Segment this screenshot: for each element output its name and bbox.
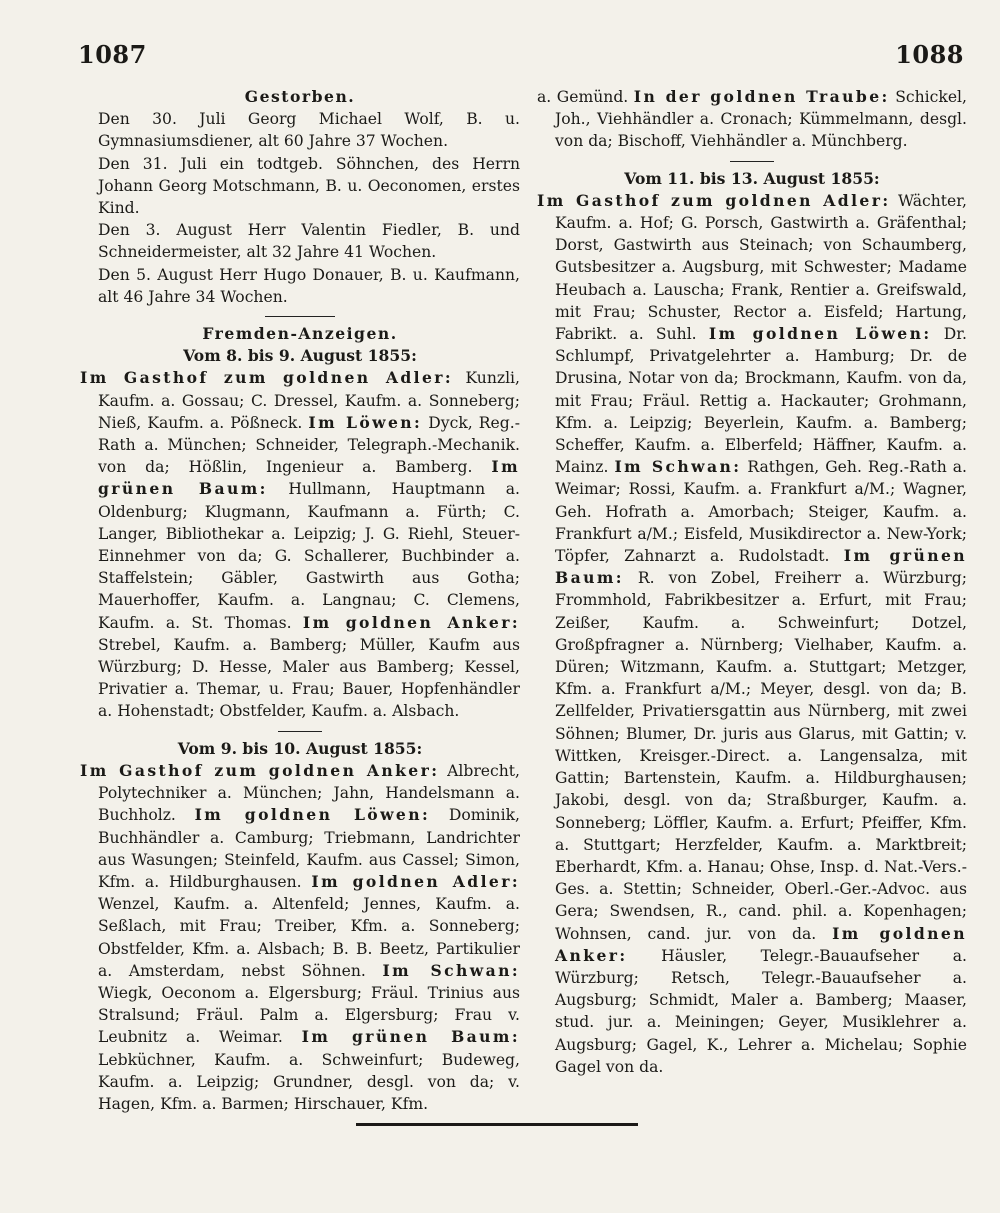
visitors-heading: Fremden-Anzeigen. — [202, 324, 398, 344]
death-notice: Den 5. August Herr Hugo Donauer, B. u. Kaufmann, alt 46 Jahre 34 Wochen. — [98, 265, 520, 306]
guest-list: Rathgen, Geh. Reg.-Rath a. Weimar; Rossi, Kaufm. a. Frankfurt a/M.; Wagner, Geh. Hofrath a. Amorbach; Steiger, Kaufm. a. Frankfurt a/M.; Eisfeld, Musikdirector a. New-York; Töpfer, Zahnarzt a. Rudolstadt. — [555, 458, 967, 566]
visitor-listing — [80, 760, 520, 1115]
guest-list: Häusler, Telegr.-Bauaufseher a. Würzburg; Retsch, Telegr.-Bauaufseher a. Augsburg; Schmidt, Maler a. Bamberg; Maaser, stud. jur. a. Meiningen; Geyer, Musiklehrer a. Augsburg; Gagel, K., Lehrer a. Michelau; Sophie Gagel von da. — [555, 946, 967, 1076]
guest-list: Dr. Schlumpf, Privatgelehrter a. Hamburg; Dr. de Drusina, Notar von da; Brockmann, Kaufm. von da, mit Frau; Fräul. Rettig a. Hackauter; Grohmann, Kfm. a. Leipzig; Beyerlein, Kaufm. a. Bamberg; Scheffer, Kaufm. a. Elberfeld; Häffner, Kaufm. a. Mainz. — [555, 325, 967, 477]
inn-name: Im goldnen Anker: — [555, 923, 967, 965]
section-divider — [278, 731, 322, 732]
visitor-listing — [537, 86, 967, 153]
page-number-right: 1088 — [895, 40, 964, 69]
guest-list: a. Gemünd. — [537, 88, 634, 106]
death-notice: Den 31. Juli ein todtgeb. Söhnchen, des Herrn Johann Georg Motschmann, B. u. Oeconomen, erstes Kind. — [98, 154, 520, 218]
inn-name: Im goldnen Anker: — [302, 612, 520, 632]
guest-list: Albrecht, Polytechniker a. München; Jahn, Handelsmann a. Buchholz. — [98, 761, 520, 825]
date-range-heading: Vom 8. bis 9. August 1855: — [183, 346, 417, 366]
visitor-listing — [537, 190, 967, 1078]
deaths-heading: Gestorben. — [244, 87, 356, 106]
guest-list: R. von Zobel, Freiherr a. Würzburg; Frommhold, Fabrikbesitzer a. Erfurt, mit Frau; Zeißer, Kaufm. a. Schweinfurt; Dotzel, Großpfragner a. Nürnberg; Vielhaber, Kaufm. a. Düren; Witzmann, Kaufm. a. Stuttgart; Metzger, Kfm. a. Frankfurt a/M.; Meyer, desgl. von da; B. Zellfelder, Privatiersgattin aus Nürnberg, mit zwei Söhnen; Blumer, Dr. juris aus Glarus, mit Gattin; v. Wittken, Kreisger.-Direct. a. Langensalza, mit Gattin; Bartenstein, Kaufm. a. Hildburghausen; Jakobi, desgl. von da; Straßburger, Kaufm. a. Sonneberg; Löffler, Kaufm. a. Erfurt; Pfeiffer, Kfm. a. Stuttgart; Herzfelder, Kaufm. a. Marktbreit; Eberhardt, Kfm. a. Hanau; Ohse, Insp. d. Nat.-Vers.-Ges. a. Stettin; Schneider, Oberl.-Ger.-Advoc. aus Gera; Swendsen, R., cand. phil. a. Kopenhagen; Wohnsen, cand. jur. von da. — [555, 569, 967, 943]
section-divider — [265, 316, 335, 317]
guest-list: Wiegk, Oeconom a. Elgersburg; Fräul. Trinius aus Stralsund; Fräul. Palm a. Elgersburg; Frau v. Leubnitz a. Weimar. — [98, 983, 520, 1047]
page-number-left: 1087 — [78, 40, 147, 69]
inn-name: Im Schwan: — [382, 960, 520, 980]
section-divider — [730, 161, 774, 162]
inn-name: Im Gasthof zum goldnen Anker: — [80, 760, 440, 780]
inn-name: Im goldnen Adler: — [311, 871, 520, 891]
guest-list: Kunzli, Kaufm. a. Gossau; C. Dressel, Kaufm. a. Sonneberg; Nieß, Kaufm. a. Pößneck. — [98, 369, 521, 432]
guest-list: Schickel, Joh., Viehhändler a. Cronach; Kümmelmann, desgl. von da; Bischoff, Viehhändler a. Münchberg. — [555, 88, 967, 151]
inn-name: Im grünen Baum: — [301, 1027, 520, 1047]
left-column — [80, 86, 520, 1115]
inn-name: Im grünen Baum: — [98, 457, 520, 499]
death-notice: Den 3. August Herr Valentin Fiedler, B. und Schneidermeister, alt 32 Jahre 41 Wochen. — [98, 221, 520, 262]
guest-list: Wenzel, Kaufm. a. Altenfeld; Jennes, Kaufm. a. Seßlach, mit Frau; Treiber, Kfm. a. Sonneberg; Obstfelder, Kfm. a. Alsbach; B. B. Beetz, Partikulier a. Amsterdam, nebst Söhnen. — [98, 895, 520, 980]
guest-list: Wächter, Kaufm. a. Hof; G. Porsch, Gastwirth a. Gräfenthal; Dorst, Gastwirth aus Steinach; von Schaumberg, Gutsbesitzer a. Augsburg, mit Schwester; Madame Heubach a. Lauscha; Frank, Rentier a. Greifswald, mit Frau; Schuster, Rector a. Eisfeld; Hartung, Fabrikt. a. Suhl. — [555, 191, 967, 344]
inn-name: Im goldnen Löwen: — [194, 805, 431, 825]
visitor-listing — [80, 367, 520, 722]
date-range-heading: Vom 11. bis 13. August 1855: — [624, 168, 880, 188]
guest-list: Dyck, Reg.-Rath a. München; Schneider, Telegraph.-Mechanik. von da; Hößlin, Ingenieur a. Bamberg. — [98, 413, 520, 477]
inn-name: Im Gasthof zum goldnen Adler: — [80, 368, 454, 388]
right-column — [537, 86, 967, 1078]
death-notice: Den 30. Juli Georg Michael Wolf, B. u. Gymnasiumsdiener, alt 60 Jahre 37 Wochen. — [98, 110, 520, 151]
inn-name: Im Schwan: — [614, 457, 742, 477]
inn-name: Im Gasthof zum goldnen Adler: — [537, 190, 891, 210]
inn-name: In der goldnen Traube: — [633, 87, 890, 106]
guest-list: Strebel, Kaufm. a. Bamberg; Müller, Kaufm aus Würzburg; D. Hesse, Maler aus Bamberg; Kessel, Privatier a. Themar, u. Frau; Bauer, Hopfenhändler a. Hohenstadt; Obstfelder, Kaufm. a. Alsbach. — [98, 635, 520, 721]
date-range-heading: Vom 9. bis 10. August 1855: — [177, 738, 423, 758]
inn-name: Im grünen Baum: — [555, 546, 967, 588]
inn-name: Im goldnen Löwen: — [708, 324, 932, 344]
bottom-rule — [356, 1123, 638, 1126]
guest-list: Dominik, Buchhändler a. Camburg; Triebmann, Landrichter aus Wasungen; Steinfeld, Kaufm. aus Cassel; Simon, Kfm. a. Hildburghausen. — [98, 806, 520, 891]
guest-list: Lebküchner, Kaufm. a. Schweinfurt; Budeweg, Kaufm. a. Leipzig; Grundner, desgl. von da; v. Hagen, Kfm. a. Barmen; Hirschauer, Kfm. — [98, 1050, 520, 1113]
guest-list: Hullmann, Hauptmann a. Oldenburg; Klugmann, Kaufmann a. Fürth; C. Langer, Bibliothekar a. Leipzig; J. G. Riehl, Steuer-Einnehmer von da; G. Schallerer, Buchbinder a. Staffelstein; Gäbler, Gastwirth aus Gotha; Mauerhoffer, Kaufm. a. Langnau; C. Clemens, Kaufm. a. St. Thomas. — [98, 480, 520, 632]
inn-name: Im Löwen: — [308, 412, 423, 432]
